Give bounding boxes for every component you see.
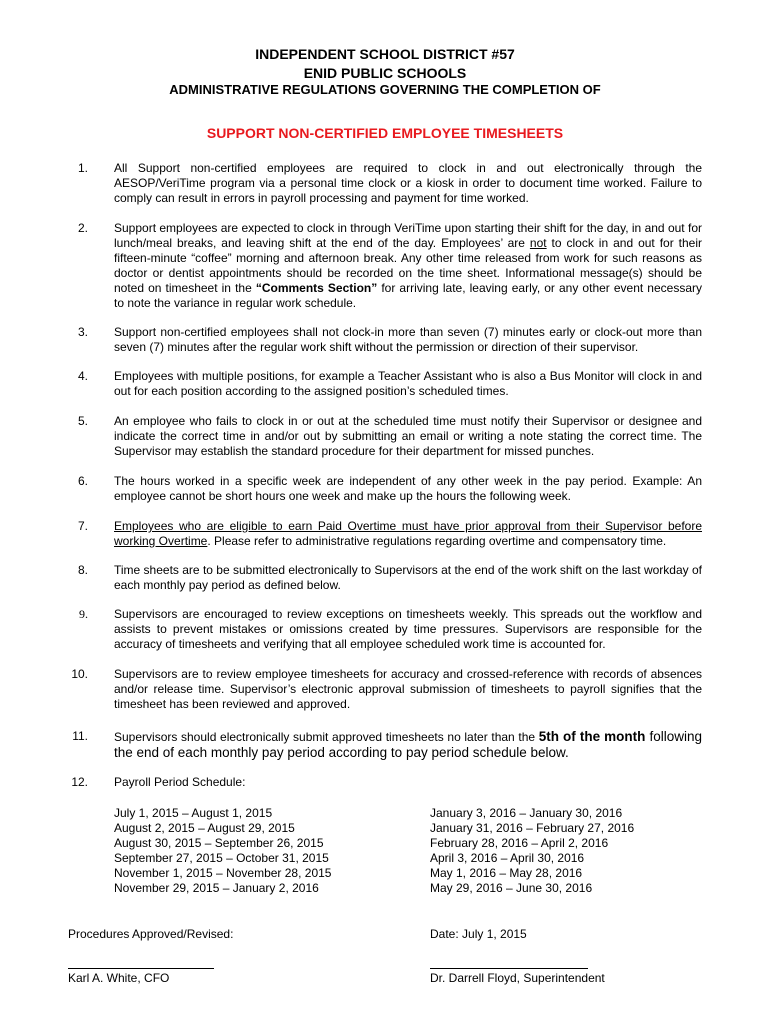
pay-period: February 28, 2016 – April 2, 2016 [430,836,609,850]
item-number: 2. [77,221,88,235]
pay-period: July 1, 2015 – August 1, 2015 [114,806,273,820]
item-text: Support employees are expected to clock in through VeriTime upon starting their shift for the day, in and out for lunch/meal breaks, and leaving shift at the end of the day. Employees’ are not to clock in and out for their fifteen-minute “coffee” morning and afternoon break. Any other time released from work for such reasons as doctor or dentist appointments should be recorded on the time sheet. Informational message(s) should be noted on timesheet in the “Comments Section” for arriving late, leaving early, or any other event necessary to note the variance in regular work schedule. [114,221,703,310]
item-text: An employee who fails to clock in or out at the scheduled time must notify their Supervisor or designee and indicate the correct time in and/or out by submitting an email or writing a note stating the correct time. The Supervisor may establish the standard procedure for their department for missed punches. [114,414,702,458]
schedule-right-column [430,806,634,896]
comments-section-label: “Comments Section” [255,281,378,295]
item-number: 1. [77,161,88,175]
district-title: INDEPENDENT SCHOOL DISTRICT #57 [255,46,515,62]
item-number: 11. [72,729,88,743]
item-number: 4. [77,369,88,383]
item-number: 12. [71,775,88,789]
item-text: Time sheets are to be submitted electronically to Supervisors at the end of the work shift on the last workday of each monthly pay period as defined below. [114,563,702,592]
signature-line-right [430,968,588,969]
school-name: ENID PUBLIC SCHOOLS [303,65,467,81]
schedule-left-column [114,806,331,896]
approval-label: Procedures Approved/Revised: [68,927,234,941]
pay-period: August 2, 2015 – August 29, 2015 [114,821,295,835]
signer-cfo: Karl A. White, CFO [68,971,170,985]
pay-period: January 31, 2016 – February 27, 2016 [430,821,635,835]
item-number: 6. [77,474,88,488]
signer-superintendent: Dr. Darrell Floyd, Superintendent [430,971,605,985]
item-text: Employees who are eligible to earn Paid Overtime must have prior approval from their Supervisor before working Overtime. Please refer to administrative regulations regarding overtime and compensatory time. [114,519,702,548]
document-subject: SUPPORT NON-CERTIFIED EMPLOYEE TIMESHEETS [206,125,564,141]
deadline-emphasis: 5th of the month [538,729,646,744]
item-text: Payroll Period Schedule: [114,775,246,789]
item-text: All Support non-certified employees are required to clock in and out electronically through the AESOP/VeriTime program via a personal time clock or a kiosk in order to document time worked. Failure to comply can result in errors in payroll processing and payment for time worked. [114,161,702,205]
approval-date: Date: July 1, 2015 [430,927,527,941]
emphasis-not: not [529,236,547,250]
item-text: Support non-certified employees shall not clock-in more than seven (7) minutes early or clock-out more than seven (7) minutes after the regular work shift without the permission or direction of their supervisor. [114,325,702,354]
regulation-title: ADMINISTRATIVE REGULATIONS GOVERNING THE COMPLETION OF [169,82,601,97]
item-number: 3. [77,325,88,339]
item-number: 8. [77,563,88,577]
pay-period: November 1, 2015 – November 28, 2015 [114,866,332,880]
item-number: 10. [71,667,88,681]
item-text: Supervisors should electronically submit approved timesheets no later than the 5th of the month following the end of each monthly pay period according to pay period schedule below. [114,729,703,760]
item-text: Supervisors are encouraged to review exceptions on timesheets weekly. This spreads out the workflow and assists to prevent mistakes or omissions created by time pressures. Supervisors are responsible for the accuracy of timesheets and verifying that all employee scheduled work time is accounted for. [114,607,702,651]
pay-period: September 27, 2015 – October 31, 2015 [114,851,329,865]
pay-period: May 1, 2016 – May 28, 2016 [430,866,583,880]
pay-period: April 3, 2016 – April 30, 2016 [430,851,585,865]
item-text: The hours worked in a specific week are independent of any other week in the pay period. Example: An employee cannot be short hours one week and make up the hours the following week. [114,474,702,503]
pay-period: August 30, 2015 – September 26, 2015 [114,836,324,850]
pay-period: January 3, 2016 – January 30, 2016 [430,806,623,820]
item-text: Employees with multiple positions, for example a Teacher Assistant who is also a Bus Monitor will clock in and out for each position according to the assigned position’s scheduled times. [114,369,702,398]
overtime-requirement: Employees who are eligible to earn Paid Overtime must have prior approval from their Supervisor before working Overtime [114,519,702,548]
pay-period: November 29, 2015 – January 2, 2016 [114,881,319,895]
item-text: Supervisors are to review employee timesheets for accuracy and crossed-reference with records of absences and/or release time. Supervisor’s electronic approval submission of timesheets to payroll signifies that the timesheet has been reviewed and approved. [114,667,702,711]
signature-line-left [68,968,214,969]
item-number: 5. [77,414,88,428]
item-number: 7. [77,519,88,533]
pay-period: May 29, 2016 – June 30, 2016 [430,881,593,895]
item-number: 9. [79,607,88,621]
